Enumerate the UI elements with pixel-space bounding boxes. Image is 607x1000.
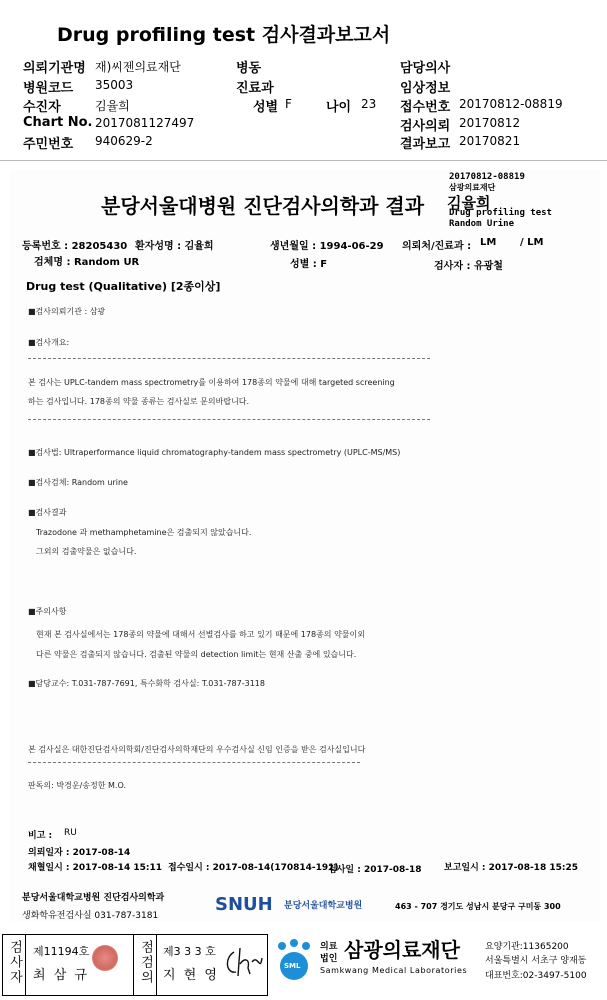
section-specimen: ■검사검체: Random urine <box>28 478 128 487</box>
patient-name: 환자성명 : 김율희 <box>135 241 214 252</box>
institution-code: 요양기관:11365200 <box>485 942 569 952</box>
result-line1: Trazodone 과 methamphetamine은 검출되지 않았습니다. <box>36 528 252 537</box>
specimen-name: 검체명 : Random UR <box>34 257 140 268</box>
doctor-label: 담당의사 <box>400 61 451 76</box>
stamp-line3: Drug profiling test <box>449 208 552 218</box>
institution-label: 의뢰기관명 <box>23 61 86 76</box>
examiner-number: 제11194호 <box>33 945 90 958</box>
org-prefix-1: 의료 <box>320 942 338 952</box>
hospital-code-label: 병원코드 <box>23 81 74 96</box>
test-date: 검사일 : 2017-08-18 <box>328 865 422 875</box>
receipt-value: 20170812-08819 <box>459 97 563 111</box>
request-date: 의뢰일자 : 2017-08-14 <box>28 848 131 858</box>
header-divider <box>0 160 607 161</box>
hospital-code-value: 35003 <box>95 78 134 92</box>
birth-date: 생년월일 : 1994-06-29 <box>270 241 384 252</box>
dept-name: 분당서울대학교병원 진단검사의학과 <box>22 893 165 903</box>
examiner: 검사자 : 유광철 <box>434 261 503 272</box>
result-line2: 그외의 검출약물은 없습니다. <box>36 547 137 556</box>
chart-value: 2017081127497 <box>95 116 195 130</box>
overview-line1: 본 검사는 UPLC-tandem mass spectrometry를 이용하여 178종의 약물에 대해 targeted screening <box>28 378 395 387</box>
report-title: Drug profiling test 검사결과보고서 <box>57 24 391 46</box>
section-overview: ■검사개요: <box>28 338 70 347</box>
dash-rule <box>28 762 360 763</box>
section-method: ■검사법: Ultraperformance liquid chromatography-tandem mass spectrometry (UPLC-MS/MS) <box>28 448 401 457</box>
org-english: Samkwang Medical Laboratories <box>320 966 468 975</box>
dept-label: 진료과 <box>236 81 274 96</box>
report-heading: 분당서울대병원 진단검사의학과 결과 <box>101 194 425 218</box>
section-contact: ■담당교수: T.031-787-7691, 특수화학 검사실: T.031-787-3118 <box>28 679 265 688</box>
test-title: Drug test (Qualitative) [2종이상] <box>26 280 221 293</box>
dash-rule <box>28 419 430 420</box>
examiner-seal-icon <box>92 945 118 971</box>
stamp-line4: Random Urine <box>449 219 515 229</box>
clinical-label: 임상정보 <box>400 81 451 96</box>
snuh-name: 분당서울대학교병원 <box>284 901 363 911</box>
org-address: 서울특별시 서초구 양재동 <box>485 956 587 966</box>
sex-value: F <box>285 97 292 111</box>
stamp-line2: 삼광의료재단 <box>449 183 496 192</box>
report-date-value: 20170821 <box>459 134 521 148</box>
sml-logo-text: SML <box>284 962 301 970</box>
resident-value: 940629-2 <box>95 134 153 148</box>
institution-value: 재)씨젠의료재단 <box>95 60 181 74</box>
reader: 판독의: 박경운/송정한 M.O. <box>28 781 126 790</box>
report-date-label: 결과보고 <box>400 137 451 152</box>
org-prefix-2: 법인 <box>320 954 338 964</box>
reviewer-number: 제3 3 3 호 <box>163 945 216 958</box>
examiner-name: 최 삼 규 <box>33 968 89 983</box>
resident-label: 주민번호 <box>23 137 74 152</box>
age-label: 나이 <box>326 100 352 115</box>
receipt-label: 접수번호 <box>400 100 451 115</box>
section-result: ■검사결과 <box>28 508 67 517</box>
overview-line2: 하는 검사입니다. 178종의 약물 종류는 검사실로 문의바랍니다. <box>28 397 250 406</box>
examiner-label: 검사자 <box>7 940 22 985</box>
receipt-date: 접수일시 : 2017-08-14(170814-191) <box>168 863 339 873</box>
referral-label: 의뢰처/진료과 : <box>402 241 472 252</box>
org-name: 삼광의료재단 <box>344 938 460 962</box>
patient-label: 수진자 <box>23 100 61 115</box>
section-notes: ■주의사항 <box>28 607 67 616</box>
report-sex: 성별 : F <box>290 259 328 270</box>
dash-rule <box>28 358 430 359</box>
org-phone: 대표번호:02-3497-5100 <box>485 971 587 981</box>
lab-name: 생화학유전검사실 031-787-3181 <box>22 911 159 921</box>
stamp-line1: 20170812-08819 <box>449 172 525 182</box>
request-value: 20170812 <box>459 116 521 130</box>
remark-value: RU <box>64 828 77 838</box>
signature-icon <box>222 944 264 980</box>
section-agency: ■검사의뢰기관 : 삼광 <box>28 307 106 316</box>
certification: 본 검사실은 대한진단검사의학회/진단검사의학재단의 우수검사실 신임 인증을 받은 검사실입니다 <box>28 745 366 754</box>
address: 463 - 707 경기도 성남시 분당구 구미동 300 <box>395 902 561 911</box>
referral-dept: / LM <box>520 237 544 248</box>
request-label: 검사의뢰 <box>400 119 451 134</box>
notes-line2: 다른 약물은 검출되지 않습니다. 검출된 약물의 detection limit는 현재 산출 중에 있습니다. <box>36 650 357 659</box>
chart-label: Chart No. <box>23 115 93 130</box>
sex-label: 성별 <box>253 100 279 115</box>
registration-number: 등록번호 : 28205430 <box>22 241 128 252</box>
snuh-logo: SNUH <box>215 894 273 915</box>
age-value: 23 <box>361 97 377 111</box>
notes-line1: 현재 본 검사실에서는 178종의 약물에 대해서 선별검사를 하고 있기 때문에 178종의 약물이외 <box>36 630 365 639</box>
reviewer-name: 지 현 영 <box>163 968 219 983</box>
reviewer-label: 점검의 <box>138 940 153 985</box>
collect-date: 채혈일시 : 2017-08-14 15:11 <box>28 863 162 873</box>
report-datetime: 보고일시 : 2017-08-18 15:25 <box>444 863 578 873</box>
remark-label: 비고 : <box>28 831 53 841</box>
ward-label: 병동 <box>236 61 262 76</box>
patient-value: 김율희 <box>95 99 130 113</box>
sml-logo-icon <box>272 938 318 984</box>
stamp-name: 김율희 <box>447 194 491 212</box>
referral-value: LM <box>480 237 497 248</box>
